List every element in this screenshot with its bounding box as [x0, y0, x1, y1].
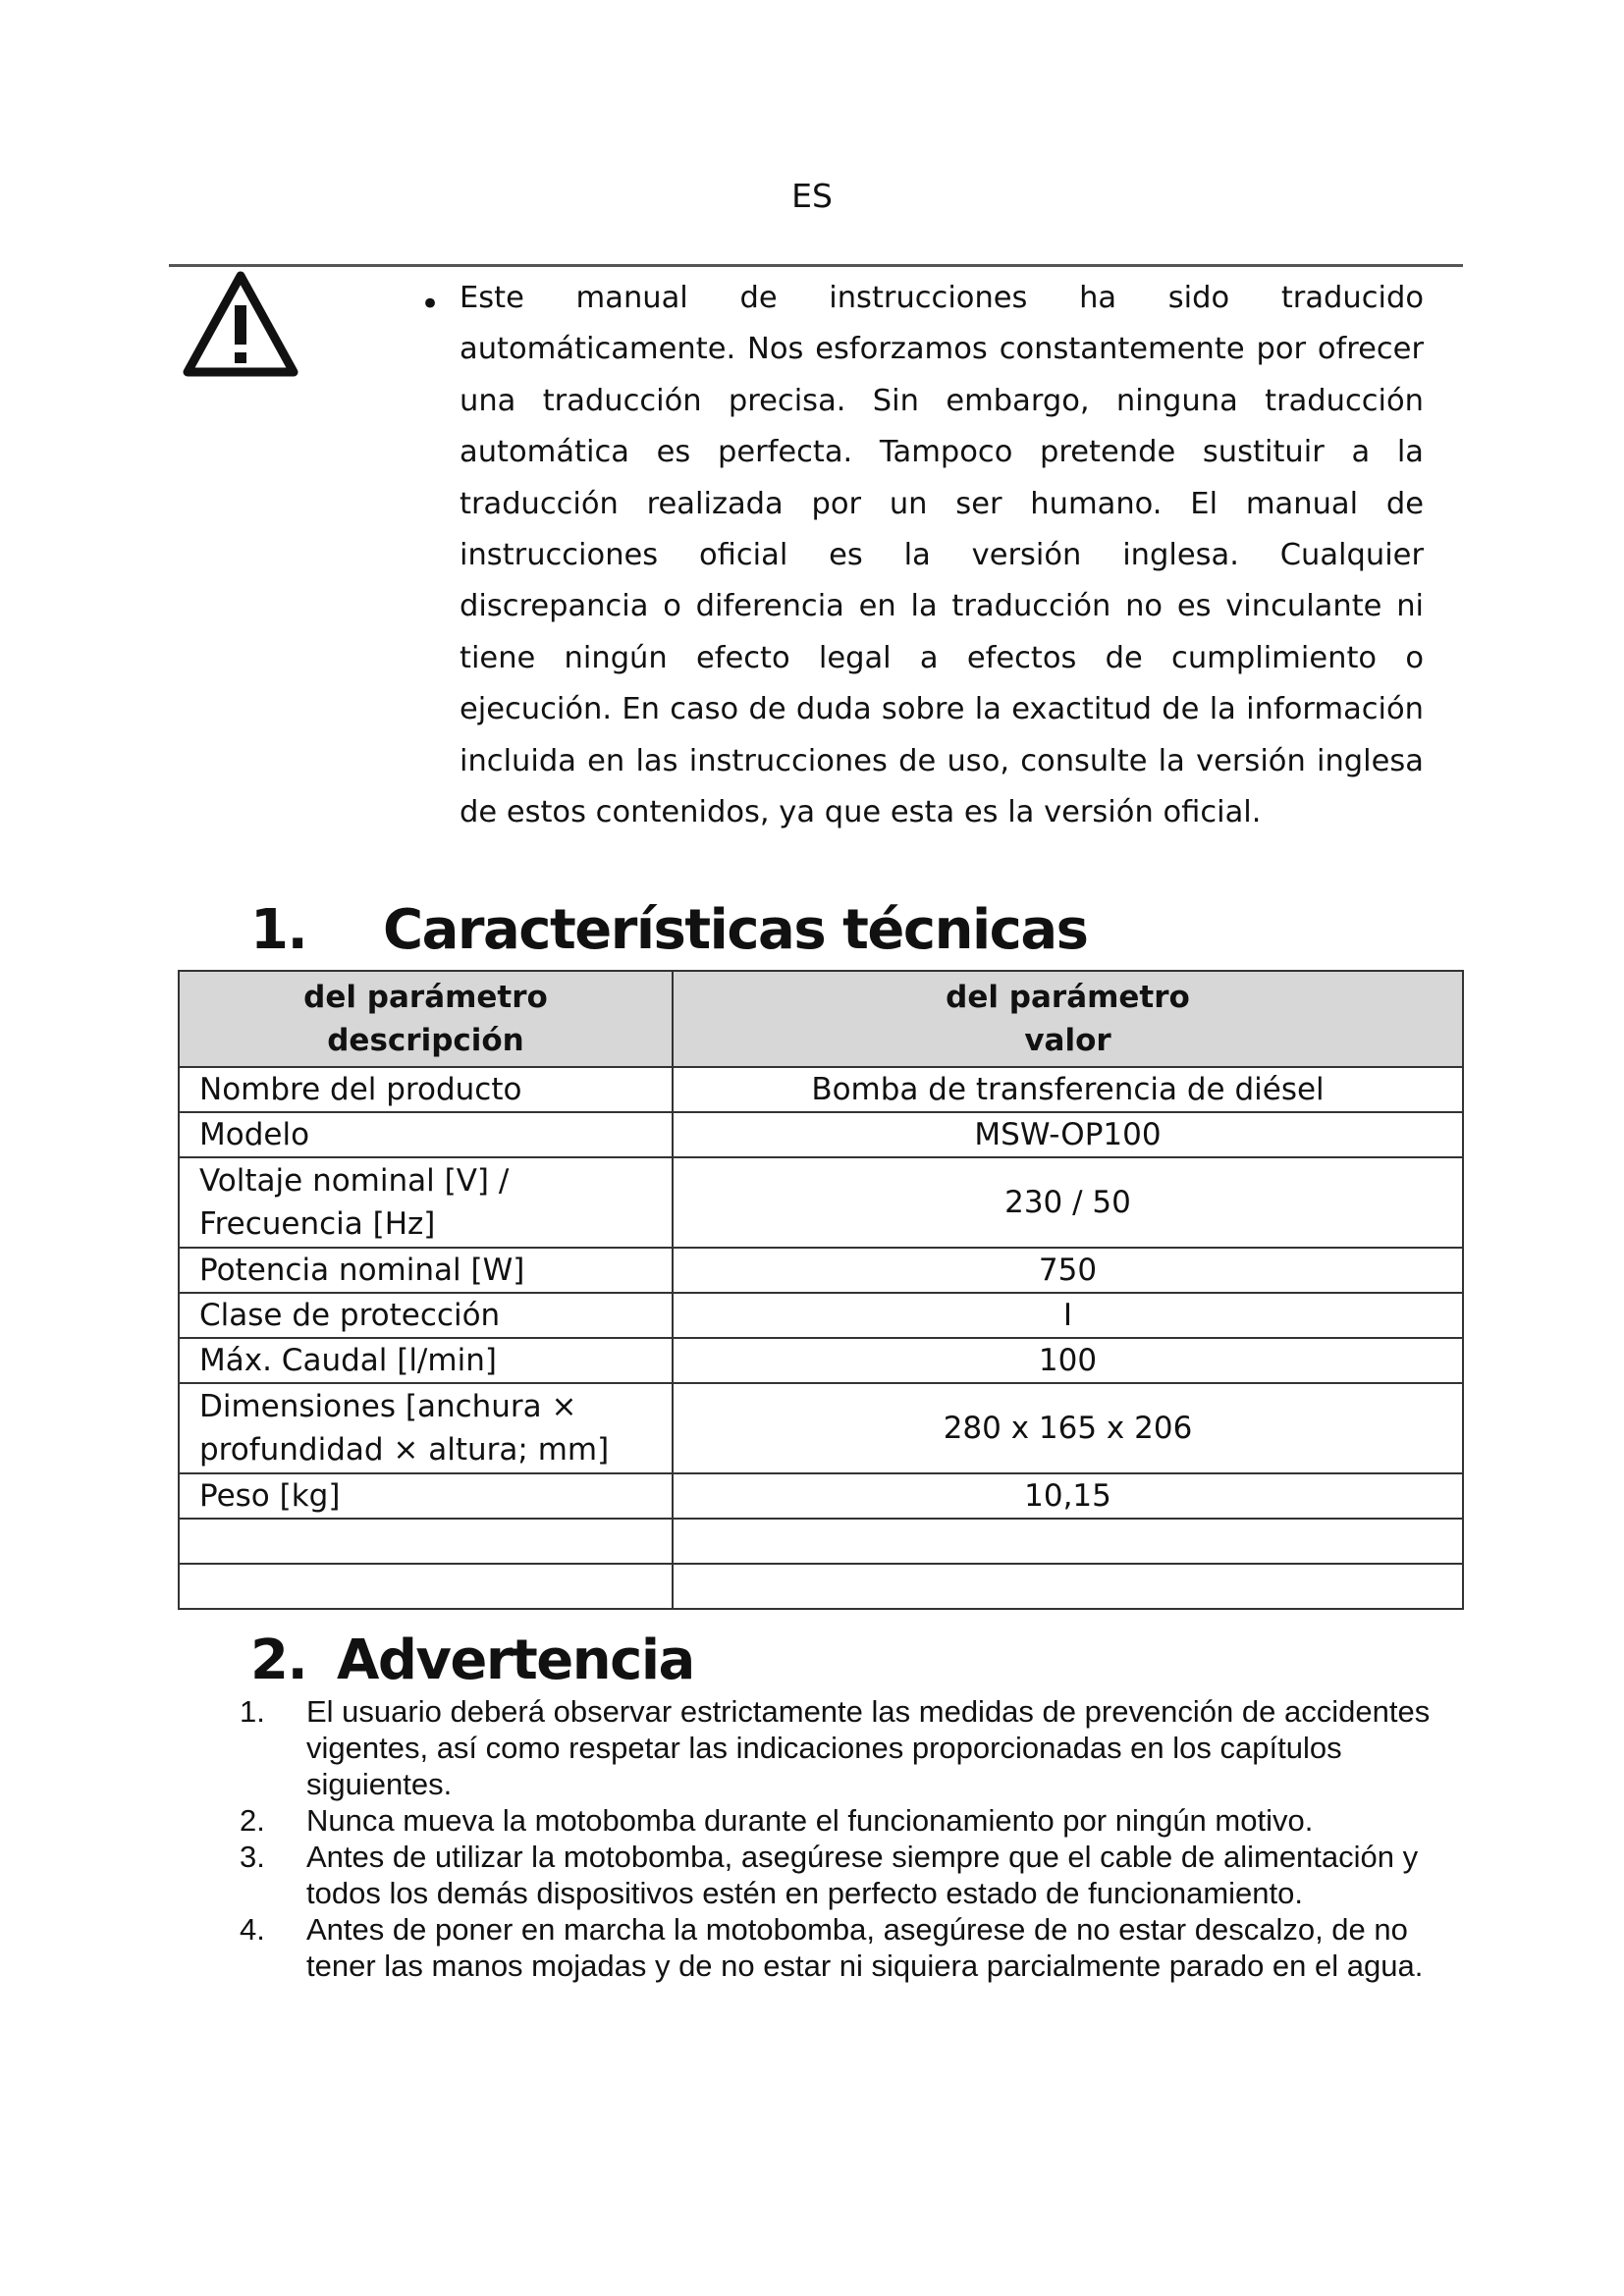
row-value: Bomba de transferencia de diésel	[673, 1067, 1463, 1112]
row-label: Modelo	[179, 1112, 673, 1157]
list-item	[234, 1802, 1461, 1839]
warning-list	[234, 1693, 1461, 1984]
list-item	[234, 1911, 1461, 1984]
list-item	[234, 1839, 1461, 1911]
table-row	[179, 1157, 1463, 1248]
notice-bullet: •	[420, 285, 441, 324]
list-item-text: El usuario deberá observar estrictamente las medidas de prevención de accidentes vigentes, así como respetar las indicaciones proporcionadas en los capítulos siguientes.	[306, 1694, 1431, 1801]
table-row	[179, 1473, 1463, 1519]
col-header-value: del parámetro valor	[673, 971, 1463, 1067]
row-value: 100	[673, 1338, 1463, 1383]
row-label: Voltaje nominal [V] / Frecuencia [Hz]	[179, 1157, 673, 1248]
row-value: 230 / 50	[673, 1157, 1463, 1248]
row-label: Dimensiones [anchura × profundidad × altura; mm]	[179, 1383, 673, 1473]
row-value: 280 x 165 x 206	[673, 1383, 1463, 1473]
table-row-empty	[179, 1519, 1463, 1564]
row-value: I	[673, 1293, 1463, 1338]
table-header-row	[179, 971, 1463, 1067]
section-1-title: Características técnicas	[383, 898, 1088, 962]
list-item-text: Antes de utilizar la motobomba, asegúrese siempre que el cable de alimentación y todos los demás dispositivos estén en perfecto estado de funcionamiento.	[306, 1840, 1419, 1910]
row-value: 750	[673, 1248, 1463, 1293]
row-value: MSW-OP100	[673, 1112, 1463, 1157]
row-label: Máx. Caudal [l/min]	[179, 1338, 673, 1383]
section-2-number: 2.	[250, 1629, 307, 1692]
row-label: Peso [kg]	[179, 1473, 673, 1519]
row-value: 10,15	[673, 1473, 1463, 1519]
list-item-text: Nunca mueva la motobomba durante el funcionamiento por ningún motivo.	[306, 1803, 1314, 1838]
table-row-empty	[179, 1564, 1463, 1609]
col-header-description: del parámetro descripción	[179, 971, 673, 1067]
table-row	[179, 1067, 1463, 1112]
list-item-number: 1.	[240, 1694, 265, 1729]
row-label: Clase de protección	[179, 1293, 673, 1338]
warning-triangle-icon	[182, 270, 299, 378]
table-row	[179, 1293, 1463, 1338]
list-item-text: Antes de poner en marcha la motobomba, asegúrese de no estar descalzo, de no tener las manos mojadas y de no estar ni siquiera parcialmente parado en el agua.	[306, 1912, 1424, 1983]
technical-specs-table	[178, 970, 1464, 1610]
list-item-number: 4.	[240, 1912, 265, 1947]
list-item-number: 3.	[240, 1840, 265, 1874]
section-1-number: 1.	[250, 898, 307, 962]
row-label: Potencia nominal [W]	[179, 1248, 673, 1293]
table-row	[179, 1248, 1463, 1293]
section-2-title: Advertencia	[337, 1629, 694, 1692]
table-row	[179, 1338, 1463, 1383]
list-item	[234, 1693, 1461, 1802]
header-divider	[169, 264, 1463, 267]
table-row	[179, 1383, 1463, 1473]
page-language-code: ES	[791, 177, 833, 215]
translation-notice: Este manual de instrucciones ha sido traducido automáticamente. Nos esforzamos constantemente por ofrecer una traducción precisa. Sin embargo, ninguna traducción automática es perfecta. Tampoco pretende sustituir a la traducción realizada por un ser humano. El manual de instrucciones oficial es la versión inglesa. Cualquier discrepancia o diferencia en la traducción no es vinculante ni tiene ningún efecto legal a efectos de cumplimiento o ejecución. En caso de duda sobre la exactitud de la información incluida en las instrucciones de uso, consulte la versión inglesa de estos contenidos, ya que esta es la versión oficial.	[460, 281, 1424, 830]
list-item-number: 2.	[240, 1803, 265, 1838]
table-row	[179, 1112, 1463, 1157]
row-label: Nombre del producto	[179, 1067, 673, 1112]
